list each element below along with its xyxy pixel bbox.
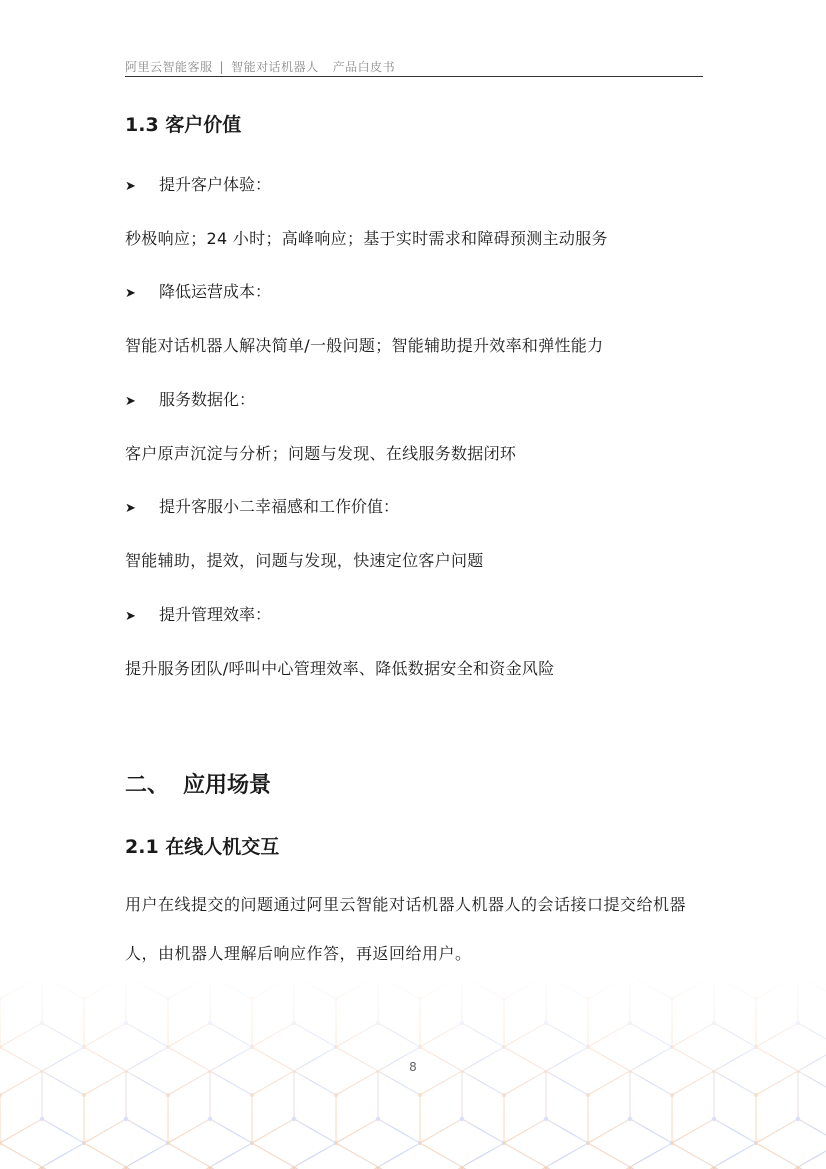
bullet-item — [125, 602, 271, 625]
arrowhead-bullet-icon: ➤ — [125, 286, 136, 301]
header-text — [125, 58, 395, 75]
bullet-detail: 提升服务团队/呼叫中心管理效率、降低数据安全和资金风险 — [125, 659, 555, 678]
bullet-item — [125, 494, 399, 517]
header-company: 阿里云智能客服 — [125, 60, 213, 74]
page-number: 8 — [409, 1060, 417, 1074]
running-header — [125, 58, 703, 77]
section-2-1-heading: 2.1 在线人机交互 — [125, 836, 280, 858]
bullet-detail: 秒极响应；24 小时；高峰响应；基于实时需求和障碍预测主动服务 — [125, 229, 608, 248]
bullet-label: 提升客户体验： — [159, 175, 272, 194]
bullet-label: 提升客服小二幸福感和工作价值： — [159, 497, 400, 516]
header-doc-type: 产品白皮书 — [332, 60, 396, 74]
bullet-label: 降低运营成本： — [159, 282, 272, 301]
bullet-item — [125, 387, 255, 410]
header-separator: | — [219, 60, 225, 74]
bullet-label: 服务数据化： — [159, 390, 256, 409]
arrowhead-bullet-icon: ➤ — [125, 609, 136, 624]
bullet-label: 提升管理效率： — [159, 605, 272, 624]
section-2-1-body: 用户在线提交的问题通过阿里云智能对话机器人机器人的会话接口提交给机器人，由机器人理解后响应作答，再返回给用户。 — [125, 895, 687, 963]
chapter-title: 应用场景 — [183, 773, 272, 798]
chapter-heading — [125, 768, 271, 799]
chapter-number: 二、 — [125, 773, 170, 798]
bullet-item — [125, 279, 271, 302]
section-1-3-heading: 1.3 客户价值 — [125, 114, 242, 136]
arrowhead-bullet-icon: ➤ — [125, 179, 136, 194]
arrowhead-bullet-icon: ➤ — [125, 394, 136, 409]
arrowhead-bullet-icon: ➤ — [125, 501, 136, 516]
header-product: 智能对话机器人 — [231, 60, 319, 74]
bullet-detail: 客户原声沉淀与分析；问题与发现、在线服务数据闭环 — [125, 444, 517, 463]
bullet-detail: 智能对话机器人解决简单/一般问题；智能辅助提升效率和弹性能力 — [125, 336, 604, 355]
bullet-detail: 智能辅助，提效，问题与发现，快速定位客户问题 — [125, 551, 484, 570]
bullet-item — [125, 172, 271, 195]
